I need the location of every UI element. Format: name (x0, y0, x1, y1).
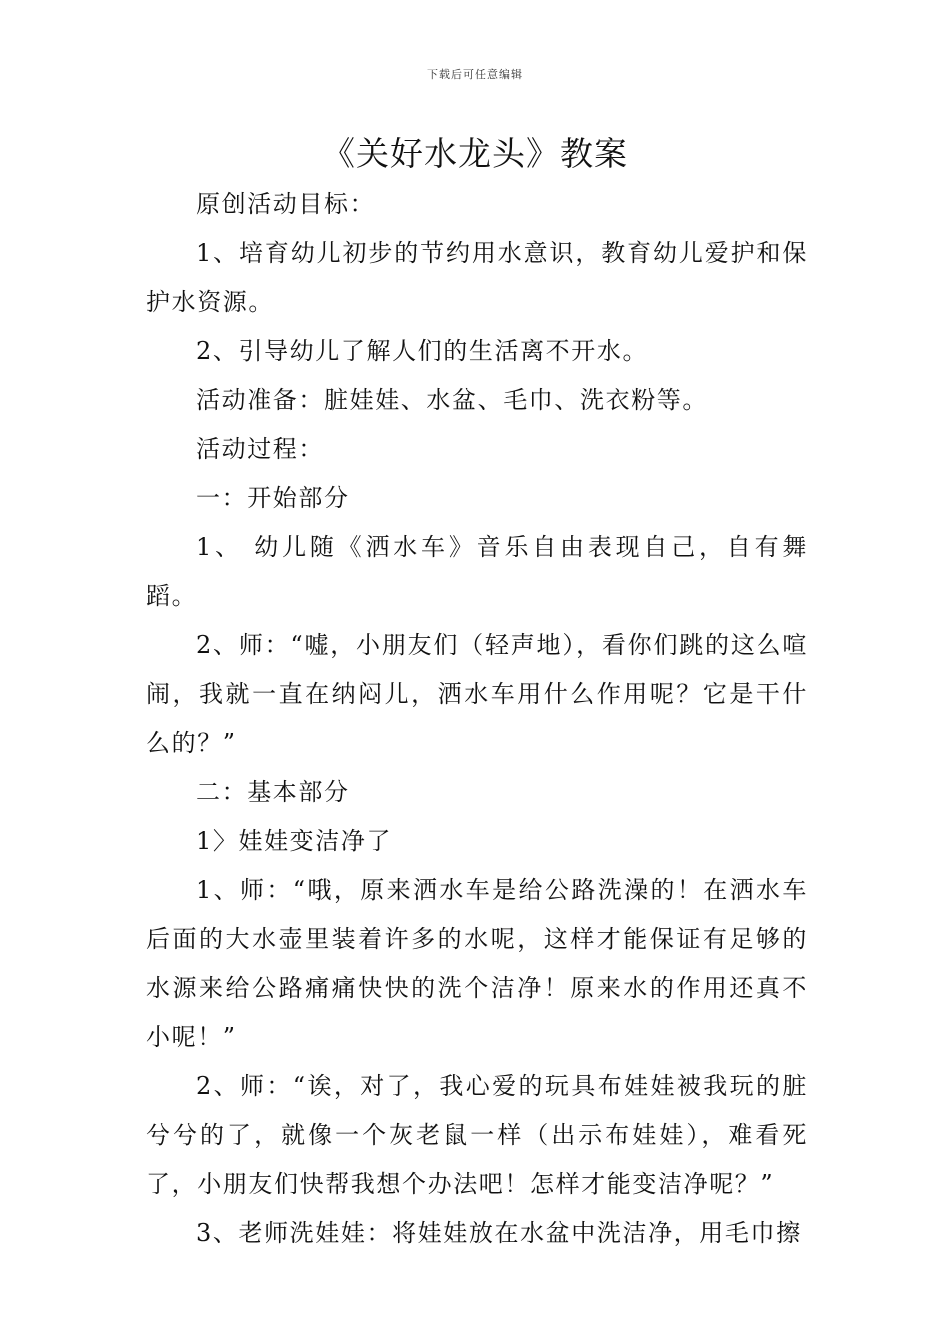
paragraph-section-1-heading: 一：开始部分 (196, 484, 350, 512)
paragraph-section-2-step-3: 3、老师洗娃娃：将娃娃放在水盆中洗洁净，用毛巾擦 (196, 1219, 802, 1247)
paragraph-subsection-heading: 1〉娃娃变洁净了 (196, 827, 393, 855)
paragraph-goals-heading: 原创活动目标： (196, 190, 376, 218)
page-header-note: 下载后可任意编辑 (427, 68, 523, 81)
paragraph-section-2-step-2: 2、师：“诶，对了，我心爱的玩具布娃娃被我玩的脏兮兮的了，就像一个灰老鼠一样（出示布娃娃），难看死了，小朋友们快帮我想个办法吧！怎样才能变洁净呢？” (146, 1072, 808, 1198)
paragraph-section-2-heading: 二：基本部分 (196, 778, 350, 806)
document-body (146, 180, 808, 1258)
paragraph-process-heading: 活动过程： (196, 435, 324, 463)
paragraph-preparation: 活动准备：脏娃娃、水盆、毛巾、洗衣粉等。 (196, 386, 708, 414)
document-title: 《关好水龙头》教案 (322, 134, 628, 173)
paragraph-section-1-step-2: 2、师：“嘘，小朋友们（轻声地），看你们跳的这么喧闹，我就一直在纳闷儿，洒水车用什么作用呢？它是干什么的？” (146, 631, 808, 757)
paragraph-goal-2: 2、引导幼儿了解人们的生活离不开水。 (196, 337, 649, 365)
paragraph-goal-1: 1、培育幼儿初步的节约用水意识，教育幼儿爱护和保护水资源。 (146, 239, 808, 316)
paragraph-section-1-step-1: 1、 幼儿随《洒水车》音乐自由表现自己，自有舞蹈。 (146, 533, 808, 610)
paragraph-section-2-step-1: 1、师：“哦，原来洒水车是给公路洗澡的！在洒水车后面的大水壶里装着许多的水呢，这样才能保证有足够的水源来给公路痛痛快快的洗个洁净！原来水的作用还真不小呢！” (146, 876, 808, 1051)
